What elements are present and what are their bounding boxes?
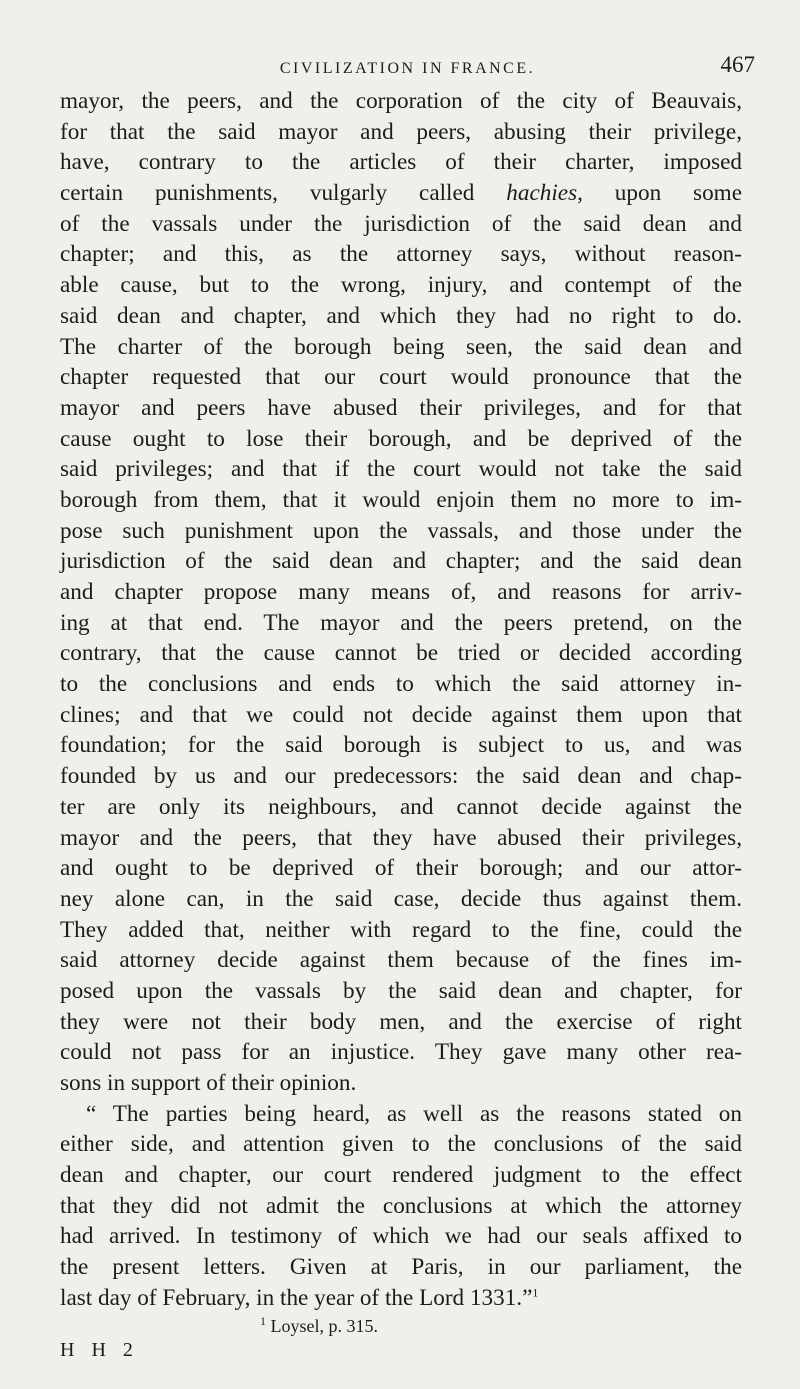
signature-mark: H H 2: [60, 1339, 139, 1361]
text-line-content: jurisdiction of the said dean and chapter; and the said dean: [60, 548, 742, 575]
text-line-content: foundation; for the said borough is subject to us, and was: [60, 732, 742, 759]
text-line-content: said privileges; and that if the court would not take the said: [60, 456, 742, 483]
text-line-content: The charter of the borough being seen, the said dean and: [60, 333, 742, 360]
text-line-content: said dean and chapter, and which they had no right to do.: [60, 302, 742, 329]
text-line: [60, 915, 742, 946]
text-line-content: last day of February, in the year of the Lord 1331.”: [60, 1284, 533, 1311]
text-line: [60, 1099, 742, 1130]
text-line: [60, 270, 742, 301]
text-line: [60, 1068, 742, 1099]
text-line-content: ter are only its neighbours, and cannot decide against the: [60, 793, 742, 820]
text-line: [60, 1252, 742, 1283]
text-line: [60, 485, 742, 516]
text-line-content: pose such punishment upon the vassals, and those under the: [60, 517, 742, 544]
body-text: [60, 86, 742, 1314]
text-line: [60, 147, 742, 178]
paragraph-2: [60, 1099, 742, 1314]
footnote-marker: 1: [260, 1314, 266, 1328]
text-line-content: ney alone can, in the said case, decide thus against them.: [60, 885, 742, 912]
footnote-text: Loysel, p. 315.: [270, 1316, 378, 1336]
text-line: [60, 239, 742, 270]
running-head: CIVILIZATION IN FRANCE.: [279, 60, 536, 77]
text-line: [60, 1160, 742, 1191]
text-line: [60, 117, 742, 148]
text-line-content: chapter; and this, as the attorney says, without reason-: [60, 241, 742, 268]
text-line: [60, 301, 742, 332]
footnote-reference: 1: [532, 1285, 539, 1300]
text-line: [60, 1007, 742, 1038]
text-line-content: They added that, neither with regard to the fine, could the: [60, 916, 742, 943]
text-line-content: and ought to be deprived of their borough; and our attor-: [60, 855, 742, 882]
text-line: [60, 454, 742, 485]
text-line-content: clines; and that we could not decide against them upon that: [60, 701, 742, 728]
text-line: [60, 1283, 742, 1314]
text-line-content: to the conclusions and ends to which the said attorney in-: [60, 671, 742, 698]
text-line-content: cause ought to lose their borough, and be deprived of the: [60, 425, 742, 452]
text-line-content: contrary, that the cause cannot be tried or decided according: [60, 640, 742, 667]
page-header: [60, 52, 755, 82]
text-line-content: “ The parties being heard, as well as the reasons stated on: [86, 1100, 742, 1127]
text-line-content: mayor and the peers, that they have abused their privileges,: [60, 824, 742, 851]
text-line: [60, 209, 742, 240]
text-line-content: either side, and attention given to the conclusions of the said: [60, 1131, 742, 1158]
text-line-content: borough from them, that it would enjoin them no more to im-: [60, 486, 742, 513]
text-line-content: that they did not admit the conclusions at which the attorney: [60, 1192, 742, 1219]
text-line-content: dean and chapter, our court rendered judgment to the effect: [60, 1162, 742, 1189]
text-line-content: posed upon the vassals by the said dean and chapter, for: [60, 977, 742, 1004]
text-line: [60, 546, 742, 577]
text-line-content: mayor and peers have abused their privileges, and for that: [60, 394, 742, 421]
text-line-content: founded by us and our predecessors: the said dean and chap-: [60, 763, 742, 790]
text-line-content: have, contrary to the articles of their charter, imposed: [60, 149, 742, 176]
italic-term: hachies: [506, 180, 578, 207]
text-line-content: able cause, but to the wrong, injury, and contempt of the: [60, 272, 742, 299]
text-line: [60, 424, 742, 455]
text-line-content: for that the said mayor and peers, abusing their privilege,: [60, 118, 742, 145]
text-line-content: sons in support of their opinion.: [60, 1070, 357, 1096]
text-line-content: had arrived. In testimony of which we had our seals affixed to: [60, 1223, 742, 1250]
text-line: [60, 853, 742, 884]
text-line: [60, 516, 742, 547]
text-line: [60, 730, 742, 761]
text-line: [60, 884, 742, 915]
text-line-content: of the vassals under the jurisdiction of the said dean and: [60, 210, 742, 237]
text-line: [60, 393, 742, 424]
paragraph-1: [60, 86, 742, 1099]
text-line: [60, 761, 742, 792]
text-line: [60, 1221, 742, 1252]
text-line: [60, 1191, 742, 1222]
text-line: [60, 792, 742, 823]
text-line-content: the present letters. Given at Paris, in our parliament, the: [60, 1254, 742, 1281]
text-line: [60, 823, 742, 854]
text-line-content: mayor, the peers, and the corporation of the city of Beauvais,: [60, 88, 742, 114]
text-line-content: and chapter propose many means of, and reasons for arriv-: [60, 579, 742, 605]
text-line: [60, 700, 742, 731]
text-line: [60, 669, 742, 700]
page-footer: [60, 1316, 742, 1386]
text-line-content: certain punishments, vulgarly called hachies, upon some: [60, 180, 742, 207]
text-line: [60, 638, 742, 669]
text-line: [60, 178, 742, 209]
text-line: [60, 945, 742, 976]
text-line: [60, 86, 742, 117]
text-line: [60, 362, 742, 393]
text-line: [60, 577, 742, 608]
text-line: [60, 976, 742, 1007]
text-line: [60, 608, 742, 639]
text-line-content: said attorney decide against them because of the fines im-: [60, 947, 742, 974]
text-line: [60, 1129, 742, 1160]
text-line: [60, 1037, 742, 1068]
text-line-content: ing at that end. The mayor and the peers pretend, on the: [60, 609, 742, 636]
text-line-content: they were not their body men, and the exercise of right: [60, 1008, 742, 1035]
footnote: [260, 1316, 378, 1337]
text-line: [60, 332, 742, 363]
text-line-content: could not pass for an injustice. They gave many other rea-: [60, 1039, 742, 1066]
page-number: 467: [720, 52, 755, 77]
text-line-content: chapter requested that our court would pronounce that the: [60, 364, 742, 391]
